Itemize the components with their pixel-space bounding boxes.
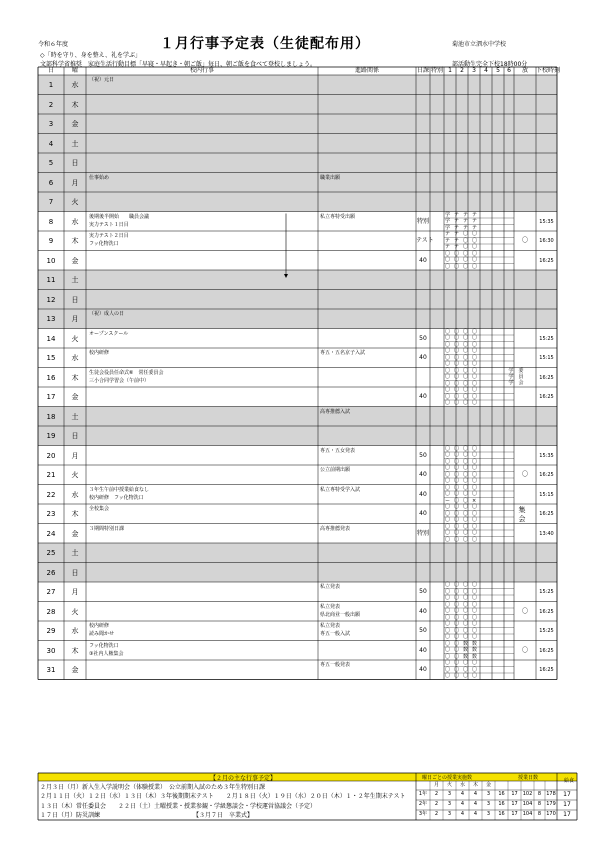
school-event-text: 後期後半開始 職員会議: [89, 213, 150, 220]
period-marks: 〇〇〇〇: [445, 335, 482, 341]
period-marks: 〇〇〇〇: [445, 588, 482, 595]
period-marks: 学テテテ: [445, 211, 482, 218]
day-weekday: 木: [71, 646, 79, 655]
period-marks: 〇〇〇〇: [445, 510, 482, 517]
stat-column-label: 月: [433, 782, 439, 788]
day-weekday: 木: [71, 237, 79, 245]
period-marks: 〇〇数数: [445, 647, 482, 653]
period-marks: 〇〇〇〇: [445, 614, 482, 621]
special-schedule: 特別: [416, 529, 429, 537]
period-marks: 〇〇〇〇: [445, 621, 482, 627]
dismissal-time: 16:25: [539, 472, 554, 478]
career-event-text: 専五・五女発表: [320, 447, 356, 454]
career-event-text: 公立前期出願: [320, 467, 351, 473]
career-event-text: 私立発表: [320, 623, 341, 629]
dismissal-time: 15:25: [539, 335, 554, 342]
weekday-count: 2: [434, 791, 439, 797]
stat-column-label: 火: [446, 782, 452, 788]
day-weekday: 木: [71, 510, 79, 518]
school-event-text: ３期間特別日課: [89, 525, 125, 532]
period-marks: 〇〇〇〇: [445, 608, 482, 614]
special-schedule: 40: [419, 393, 427, 400]
career-event-text: 高専推薦入試: [320, 408, 351, 415]
grade-label: 2年: [418, 801, 428, 807]
period-marks: 〇〇〇〇: [445, 465, 482, 471]
stat-value: 104: [522, 811, 533, 817]
day-date: 23: [46, 510, 56, 518]
day-date: 8: [48, 217, 54, 226]
weekday-count: 3: [486, 801, 491, 807]
weekday-count: 4: [473, 801, 478, 807]
day-weekday: 水: [71, 490, 79, 499]
period-marks: 〇〇〇〇: [445, 263, 482, 270]
stat-value: 17: [511, 811, 518, 817]
weekday-count: 2: [434, 811, 439, 817]
day-date: 2: [48, 100, 54, 109]
school-event-text: 三小合同学習会（午前中）: [89, 377, 150, 384]
weekday-count: 3: [447, 791, 452, 797]
day-date: 5: [48, 159, 54, 167]
career-event-text: 専五・五名京子入試: [320, 350, 366, 356]
period-marks: 〇〇〇〇: [445, 660, 482, 666]
day-date: 18: [46, 412, 56, 421]
holiday-row-shade: [38, 134, 557, 154]
career-event-text: 県北商业一般出願: [320, 611, 361, 618]
era-label: 令和６年度: [38, 41, 69, 48]
career-event-text: 職業出願: [320, 174, 341, 181]
school-event-text: （祝）成人の日: [89, 311, 125, 317]
lunch-count: 17: [563, 791, 571, 798]
day-date: 1: [48, 81, 54, 89]
career-event-text: 私立専特受学入試: [320, 486, 361, 493]
period-marks: 〇〇〇〇: [445, 504, 482, 510]
period-marks: 〇〇〇〇: [445, 387, 482, 393]
day-date: 7: [48, 198, 54, 206]
holiday-row-shade: [38, 426, 557, 446]
period-marks: 〇〇〇〇: [445, 400, 482, 406]
period-marks: 〇〇〇〇: [445, 491, 482, 497]
period-marks: 〇〇数数: [445, 640, 482, 647]
column-header-school_events: 校内行事: [189, 67, 214, 74]
after-school-mark: 〇: [521, 237, 528, 244]
day-date: 14: [46, 334, 56, 343]
day-date: 15: [46, 354, 56, 362]
column-header-p6: 6: [507, 67, 511, 74]
school-event-text: 仕事始め: [89, 174, 110, 181]
after-school-mark: 〇: [521, 646, 528, 654]
daily-guidance: 文部科学省推奨 家庭生活行動目標「早寝・早起き・朝ご飯」毎日、朝ご飯を食べて登校しましょう。: [40, 61, 317, 68]
special-schedule: 50: [419, 588, 427, 595]
school-event-text: 校内研修: [89, 623, 110, 629]
career-event-text: 私立専特受出願: [320, 213, 356, 220]
holiday-row-shade: [38, 95, 557, 115]
day-weekday: 火: [71, 607, 79, 616]
day-weekday: 木: [71, 100, 79, 109]
dismissal-time: 16:25: [539, 257, 554, 264]
february-event-line: １７日（月）防災訓練 【３月７日 卒業式】: [40, 812, 254, 819]
period-marks: 〇〇〇〇: [445, 530, 482, 536]
column-header-career: 進路関係: [354, 67, 379, 74]
day-date: 25: [46, 549, 56, 557]
special-schedule: 50: [419, 451, 427, 459]
day-weekday: 日: [71, 432, 79, 440]
column-header-p3: 3: [472, 67, 476, 74]
weekday-count: 3: [486, 791, 491, 797]
day-weekday: 水: [71, 354, 79, 362]
dismissal-time: 16:25: [539, 647, 554, 654]
weekday-count: 4: [473, 811, 478, 817]
day-date: 4: [48, 139, 54, 148]
special-schedule: 40: [419, 607, 427, 615]
special-schedule: 40: [419, 471, 427, 478]
dismissal-time: 16:25: [539, 394, 554, 400]
day-weekday: 金: [71, 393, 79, 401]
dismissal-time: 15:25: [539, 628, 554, 634]
stat-value: 104: [522, 801, 533, 807]
day-weekday: 土: [71, 276, 79, 284]
footer-heading-band: [38, 773, 577, 781]
day-date: 24: [46, 529, 56, 538]
stat-value: 16: [498, 801, 505, 807]
day-date: 9: [48, 237, 54, 245]
committee-mark: 学: [508, 367, 514, 374]
school-event-text: 生徒会役員任命式⑥ 常任委員会: [89, 369, 164, 376]
weekday-count: 4: [473, 791, 478, 797]
day-weekday: 日: [71, 568, 79, 577]
after-school-mark: 〇: [521, 471, 528, 478]
school-event-text: フッ化物洗口: [89, 642, 119, 649]
assembly-mark: 会: [518, 515, 526, 523]
period-marks: 〇〇〇〇: [445, 348, 482, 354]
weekday-count: 4: [460, 801, 465, 807]
dismissal-time: 16:25: [539, 608, 554, 615]
day-weekday: 金: [71, 120, 79, 128]
after-school-mark: 〇: [521, 607, 528, 615]
weekday-count: 3: [486, 811, 491, 817]
period-marks: 〇〇〇〇: [445, 393, 482, 400]
lunch-heading: 給食: [564, 778, 575, 784]
period-marks: 〇〇〇〇: [445, 536, 482, 543]
period-marks: 〇〇〇〇: [445, 601, 482, 608]
dismissal-time: 15:35: [539, 452, 554, 459]
day-date: 22: [46, 490, 56, 499]
school-event-text: 全校集会: [89, 506, 110, 512]
day-weekday: 土: [71, 139, 79, 148]
stat-value: 8: [537, 801, 542, 807]
special-schedule: 50: [419, 627, 427, 634]
day-date: 29: [46, 627, 56, 635]
february-event-line: ２月３日（月）新入生入学説明会（体験授業） 公立前期入試のため３年生特別日課: [40, 784, 266, 791]
day-date: 16: [46, 373, 56, 382]
period-marks: テテ〇〇: [445, 244, 482, 250]
day-date: 27: [46, 588, 56, 596]
day-weekday: 火: [71, 334, 79, 343]
stat-column-label: 金: [485, 782, 491, 788]
period-marks: 〇〇〇〇: [445, 627, 482, 634]
column-header-end: 下校時刻: [536, 67, 561, 74]
period-marks: 〇〇〇〇: [445, 380, 482, 387]
stat-value: 102: [522, 791, 533, 797]
holiday-row-shade: [38, 270, 557, 290]
column-header-c2: 特別: [430, 67, 443, 74]
career-event-text: 私立発表: [320, 584, 341, 590]
day-date: 10: [46, 256, 56, 265]
page-title: １月行事予定表（生徒配布用）: [160, 36, 370, 52]
day-weekday: 水: [71, 627, 79, 635]
dismissal-time: 15:25: [539, 589, 554, 595]
special-schedule: 50: [419, 334, 427, 342]
weekday-stats-heading: 曜日ごとの授業実施数: [422, 775, 473, 781]
period-marks: 〇〇〇〇: [445, 523, 482, 530]
lunch-count: 17: [563, 811, 571, 818]
day-date: 21: [46, 471, 56, 479]
period-marks: 〇〇〇〇: [445, 341, 482, 348]
school-event-text: （祝）元日: [89, 77, 115, 83]
school-event-text: フッ化物洗口: [89, 241, 119, 247]
period-marks: 学テテテ: [445, 218, 482, 224]
stat-value: 17: [511, 801, 518, 807]
dismissal-time: 16:25: [539, 667, 554, 673]
holiday-row-shade: [38, 290, 557, 310]
day-date: 12: [46, 295, 56, 304]
day-weekday: 土: [71, 549, 79, 557]
dismissal-time: 13:40: [539, 530, 554, 537]
stat-value: 179: [546, 801, 556, 807]
day-weekday: 火: [71, 471, 79, 479]
column-header-after: 放: [521, 67, 528, 74]
period-marks: 〇〇〇〇: [445, 471, 482, 478]
special-schedule: 40: [419, 256, 427, 264]
committee-mark: 学: [508, 373, 514, 380]
period-marks: 〇〇〇〇: [445, 595, 482, 601]
day-weekday: 金: [71, 666, 79, 674]
school-name: 菊池市立泗水中学校: [452, 41, 507, 48]
period-marks: テテ〇〇: [445, 237, 482, 244]
stat-value: 170: [546, 811, 556, 817]
school-event-text: ③社内人権集会: [89, 650, 124, 657]
period-marks: 〇〇〇〇: [445, 250, 482, 257]
period-marks: 〇〇〇〇: [445, 458, 482, 465]
day-weekday: 土: [71, 412, 79, 421]
day-weekday: 水: [71, 81, 79, 89]
dismissal-time: 16:25: [539, 511, 554, 517]
special-schedule: 40: [419, 646, 427, 654]
february-event-line: ２月１１日（火）１２日（水）１３日（木）３年後期期末テスト ２月１８日（火）１９日（水）２０日（木）１・２年生期末テスト: [40, 793, 406, 800]
day-date: 17: [46, 393, 56, 401]
lunch-count: 17: [563, 801, 571, 808]
stat-column-label: 木: [472, 782, 478, 788]
day-date: 31: [46, 666, 56, 674]
school-event-text: ３年生午前中授業給食なし: [89, 486, 150, 493]
day-date: 13: [46, 315, 56, 323]
february-events-heading: 【２月の主な行事予定】: [210, 775, 277, 782]
special-schedule: テスト: [416, 237, 434, 244]
school-motto: ◇「時を守り、身を整え、礼を学ぶ」: [40, 52, 141, 59]
period-marks: 〇〇〇〇: [445, 361, 482, 367]
special-schedule: 40: [419, 490, 427, 498]
column-header-p4: 4: [484, 67, 488, 74]
period-marks: 〇〇〇〇: [445, 354, 482, 361]
day-weekday: 日: [71, 295, 79, 304]
column-header-p5: 5: [496, 67, 500, 74]
stat-column-label: 水: [459, 782, 465, 788]
column-header-p1: 1: [448, 67, 452, 74]
column-header-p2: 2: [460, 67, 464, 74]
committee-mark: 会: [518, 379, 524, 386]
day-weekday: 日: [71, 159, 79, 167]
stat-value: 16: [498, 791, 505, 797]
day-weekday: 水: [71, 217, 79, 226]
weekday-count: 4: [460, 811, 465, 817]
stat-value: 17: [511, 791, 518, 797]
special-schedule: 40: [419, 510, 427, 517]
day-date: 19: [46, 432, 56, 440]
club-dismissal-note: 部活動生完全下校18時00分: [452, 61, 528, 68]
holiday-row-shade: [38, 563, 557, 583]
period-marks: テテ〇〇: [445, 231, 482, 237]
day-weekday: 金: [71, 529, 79, 538]
day-weekday: 月: [71, 588, 79, 596]
period-marks: 学テテテ: [445, 224, 482, 231]
career-event-text: 私立発表: [320, 603, 341, 610]
school-event-text: 実力テスト１日目: [89, 221, 129, 228]
period-marks: 〇〇〇〇: [445, 328, 482, 335]
period-marks: 〇〇〇〇: [445, 257, 482, 263]
stat-value: 178: [546, 791, 556, 797]
stat-value: 16: [498, 811, 505, 817]
dismissal-time: 16:25: [539, 374, 554, 381]
stat-value: 8: [537, 811, 542, 817]
weekday-count: 3: [447, 801, 452, 807]
special-schedule: 40: [419, 354, 427, 361]
day-date: 28: [46, 607, 56, 616]
period-marks: 〇〇〇〇: [445, 673, 482, 679]
assembly-mark: 集: [518, 506, 526, 514]
period-marks: 〇〇〇〇: [445, 582, 482, 588]
career-event-text: 高専推薦発表: [320, 525, 351, 532]
column-header-weekday: 曜: [71, 67, 78, 74]
holiday-row-shade: [38, 114, 557, 134]
school-days-heading: 授業日数: [518, 775, 539, 781]
period-marks: 〇〇数数: [445, 653, 482, 660]
column-header-date: 日: [47, 67, 54, 74]
period-marks: 〇〇〇〇: [445, 478, 482, 484]
grade-label: 1年: [418, 791, 428, 797]
holiday-row-shade: [38, 543, 557, 563]
day-date: 11: [46, 276, 56, 284]
day-weekday: 金: [71, 256, 79, 265]
period-marks: 〇〇〇〇: [445, 634, 482, 640]
career-event-text: 専五一般入試: [320, 631, 351, 637]
school-event-text: 実力テスト２日目: [89, 233, 129, 239]
period-marks: 〇〇〇〇: [445, 484, 482, 491]
weekday-count: 3: [447, 811, 452, 817]
day-date: 20: [46, 451, 56, 460]
day-date: 3: [48, 120, 54, 128]
dismissal-time: 16:30: [539, 238, 554, 244]
day-weekday: 木: [71, 373, 79, 382]
period-marks: 〇〇〇〇: [445, 517, 482, 523]
weekday-count: 4: [460, 791, 465, 797]
day-weekday: 月: [71, 315, 79, 323]
day-weekday: 月: [71, 451, 79, 460]
holiday-row-shade: [38, 192, 557, 212]
period-marks: 〇〇〇〇: [445, 452, 482, 458]
weekday-count: 2: [434, 801, 439, 807]
special-schedule: 40: [419, 666, 427, 673]
dismissal-time: 15:15: [539, 491, 554, 498]
february-event-line: １３日（木）常任委員会 ２２日（土）土曜授業・授業参観・学級懇談会・学校運営協議会（予定）: [40, 803, 317, 810]
school-event-text: 校内研修 フッ化物洗口: [89, 494, 144, 501]
day-date: 26: [46, 568, 56, 577]
period-marks: 〇〇〇〇: [445, 445, 482, 452]
stat-value: 8: [537, 791, 542, 797]
holiday-row-shade: [38, 407, 557, 427]
day-date: 6: [48, 178, 54, 187]
day-weekday: 月: [71, 178, 79, 187]
period-marks: 〇〇〇〇: [445, 367, 482, 374]
period-marks: 〇〇〇〇: [445, 374, 482, 380]
school-event-text: オープンスクール: [89, 330, 129, 337]
grade-label: 3年: [418, 811, 428, 817]
holiday-row-shade: [38, 153, 557, 173]
committee-mark: 学: [508, 379, 514, 386]
day-weekday: 火: [71, 198, 79, 206]
dismissal-time: 15:35: [539, 218, 554, 225]
committee-mark: 員: [518, 373, 524, 380]
dismissal-time: 15:15: [539, 355, 554, 361]
period-marks: 〇〇〇〇: [445, 666, 482, 673]
school-event-text: 校内研修: [89, 350, 110, 356]
day-date: 30: [46, 646, 56, 655]
column-header-c1: 日課: [416, 67, 429, 74]
committee-mark: 委: [518, 367, 524, 374]
career-event-text: 専五一般発表: [320, 662, 351, 668]
period-marks: ー〇〇×: [445, 497, 481, 504]
special-schedule: 特別: [416, 217, 429, 225]
school-event-text: 読み聞かせ: [89, 631, 115, 637]
